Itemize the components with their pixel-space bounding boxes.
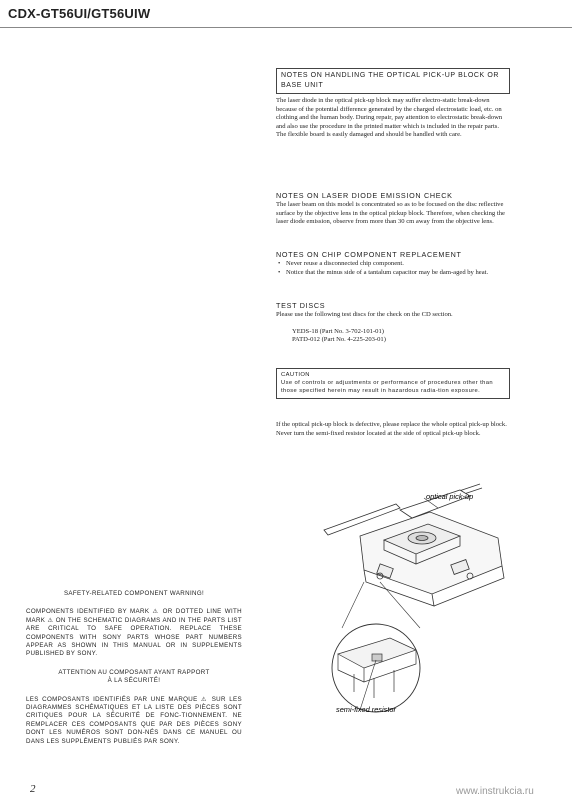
test-discs-body: Please use the following test discs for the check on the CD section.: [276, 311, 453, 318]
test-disc-2: PATD-012 (Part No. 4-225-203-01): [292, 336, 386, 344]
safety-title: SAFETY-RELATED COMPONENT WARNING!: [63, 590, 205, 597]
safety-body-fr: LES COMPOSANTS IDENTIFIÉS PAR UNE MARQUE ⚠ SUR LES DIAGRAMMES SCHÉMATIQUES ET LA LISTE DES PIÈCES SONT CRITIQUES POUR LA SÉCURITÉ DE FONC-TIONNEMENT. NE REMPLACER CES COMPOSANTS QUE PAR DES PIÈCES SONY DONT LES NUMÉROS SONT DON-NÉS DANS CE MANUEL OU DANS LES SUPPLÉMENTS PUBLIÉS PAR SONY.: [26, 695, 242, 745]
caution-box: [276, 368, 510, 399]
chip-bullet-text: Notice that the minus side of a tantalum capacitor may be dam-aged by heat.: [286, 268, 489, 276]
notes-handling-body-1: The laser diode in the optical pick-up block may suffer electro-static break-down because of the potential difference generated by the charged electrostatic load, etc. on clothing and the human body. During repair, pay attention to electrostatic break-down and also use the procedure in the printed matter which is included in the repair parts.: [276, 97, 503, 130]
pickup-note-section: [276, 421, 510, 438]
header-rule: [0, 27, 572, 28]
notes-handling-heading: NOTES ON HANDLING THE OPTICAL PICK-UP BLOCK OR BASE UNIT: [276, 68, 510, 94]
label-semi-fixed-resistor: semi-fixed resistor: [336, 705, 396, 714]
caution-body: Use of controls or adjustments or performance of procedures other than those specified herein may result in hazardous radia-tion exposure.: [281, 379, 493, 394]
watermark: www.instrukcia.ru: [456, 786, 534, 797]
caution-section: [276, 368, 510, 399]
safety-title-fr-2: À LA SÉCURITÉ!: [107, 677, 161, 685]
page-number: 2: [30, 783, 36, 795]
label-optical-pickup: optical pick-up: [426, 492, 474, 501]
pickup-note-body-2: Never turn the semi-fixed resistor located at the side of optical pick-up block.: [276, 429, 481, 437]
test-discs-heading: TEST DISCS: [276, 301, 326, 310]
chip-replacement-section: [276, 250, 510, 277]
chip-bullet-2: [276, 269, 510, 278]
safety-warning-section: [26, 590, 242, 746]
laser-check-body: The laser beam on this model is concentrated so as to be focused on the disc reflective surface by the objective lens in the optical pickup block. Therefore, when checking the laser diode emission, observe from more than 30 cm away from the objective lens.: [276, 201, 505, 226]
notes-handling-section: [276, 68, 510, 140]
laser-check-section: [276, 191, 510, 227]
chip-bullet-text: Never reuse a disconnected chip component.: [286, 260, 404, 267]
safety-body-en: COMPONENTS IDENTIFIED BY MARK ⚠ OR DOTTED LINE WITH MARK ⚠ ON THE SCHEMATIC DIAGRAMS AND IN THE PARTS LIST ARE CRITICAL TO SAFE OPERATION. REPLACE THESE COMPONENTS WITH SONY PARTS WHOSE PART NUMBERS APPEAR AS SHOWN IN THIS MANUAL OR IN SUPPLEMENTS PUBLISHED BY SONY.: [26, 608, 242, 658]
test-discs-section: [276, 301, 510, 345]
chip-bullet-1: [276, 260, 510, 269]
laser-check-heading: NOTES ON LASER DIODE EMISSION CHECK: [276, 191, 453, 200]
pickup-note-body-1: If the optical pick-up block is defective, please replace the whole optical pick-up block.: [276, 421, 507, 428]
notes-handling-body-2: The flexible board is easily damaged and should be handled with care.: [276, 131, 462, 139]
pickup-drawing: [324, 484, 504, 606]
optical-pickup-illustration: [320, 478, 532, 714]
test-disc-1: YEDS-18 (Part No. 3-702-101-01): [292, 327, 384, 335]
chip-replacement-heading: NOTES ON CHIP COMPONENT REPLACEMENT: [276, 250, 462, 259]
bullet-dot: •: [278, 268, 281, 276]
document-title: CDX-GT56UI/GT56UIW: [8, 6, 151, 21]
caution-title: CAUTION: [281, 372, 310, 378]
safety-title-fr-1: ATTENTION AU COMPOSANT AYANT RAPPORT: [58, 668, 210, 676]
bullet-dot: •: [278, 260, 281, 267]
